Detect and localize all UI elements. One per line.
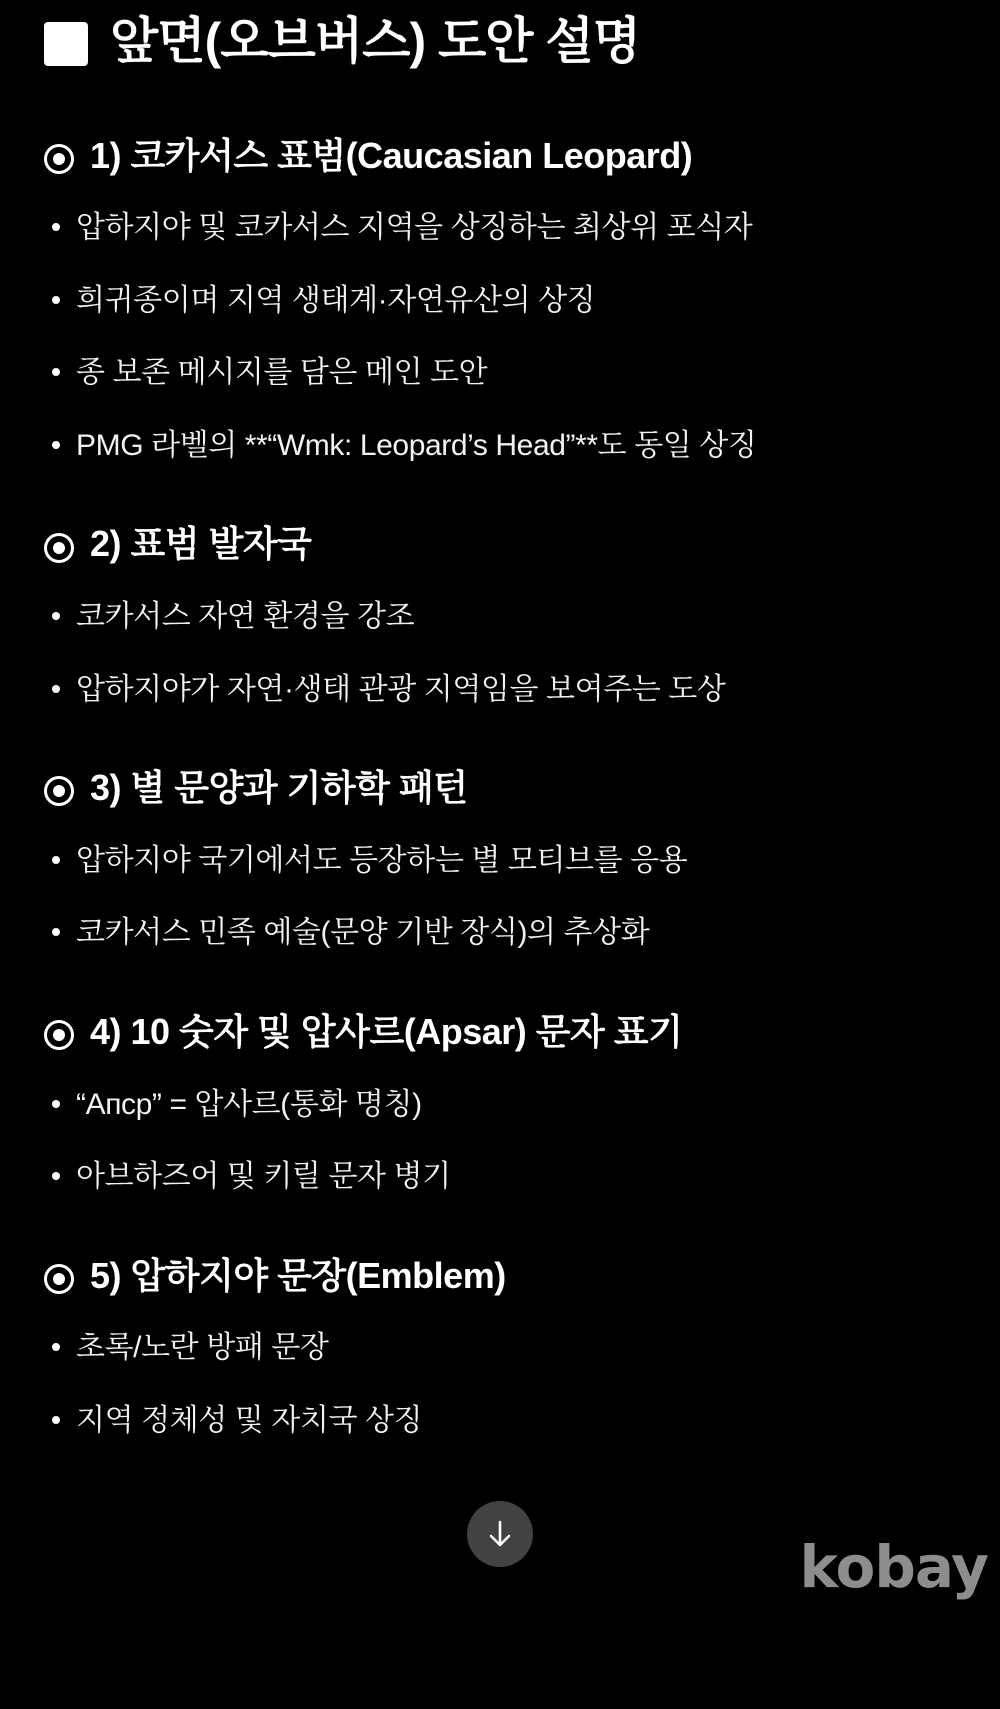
list-item-text: 압하지야가 자연·생태 관광 지역임을 보여주는 도상 bbox=[76, 672, 726, 706]
list-item-text: 아브하즈어 및 키릴 문자 병기 bbox=[76, 1160, 451, 1194]
section-5 bbox=[0, 1253, 1000, 1445]
list-item-text: PMG 라벨의 **“Wmk: Leopard’s Head”**도 동일 상징 bbox=[76, 428, 757, 462]
list-item-text: 초록/노란 방패 문장 bbox=[76, 1331, 329, 1365]
bullet-dot-icon bbox=[52, 223, 60, 231]
list-item bbox=[52, 1082, 960, 1129]
list-item-text: 희귀종이며 지역 생태계·자연유산의 상징 bbox=[76, 283, 596, 317]
list-item bbox=[52, 423, 960, 470]
double-circle-icon bbox=[44, 533, 74, 563]
double-circle-icon bbox=[44, 1020, 74, 1050]
list-item-text: 코카서스 자연 환경을 강조 bbox=[76, 600, 415, 634]
section-heading bbox=[44, 1253, 960, 1300]
bullet-dot-icon bbox=[52, 1172, 60, 1180]
list-item-text: 압하지야 국기에서도 등장하는 별 모티브를 응용 bbox=[76, 843, 688, 877]
scroll-down-button[interactable] bbox=[467, 1501, 533, 1567]
list-item-text: 종 보존 메시지를 담은 메인 도안 bbox=[76, 356, 488, 390]
watermark: kobay bbox=[799, 1533, 988, 1601]
section-heading bbox=[44, 133, 960, 180]
section-1 bbox=[0, 133, 1000, 470]
section-heading bbox=[44, 1009, 960, 1056]
section-heading bbox=[44, 765, 960, 812]
list-item-text: “Апср” = 압사르(통화 명칭) bbox=[76, 1087, 422, 1121]
bullet-dot-icon bbox=[52, 296, 60, 304]
bullet-dot-icon bbox=[52, 856, 60, 864]
section-4 bbox=[0, 1009, 1000, 1201]
arrow-down-icon bbox=[485, 1517, 515, 1551]
list-item bbox=[52, 278, 960, 325]
bullet-dot-icon bbox=[52, 441, 60, 449]
list-item bbox=[52, 205, 960, 252]
section-heading-text: 4) 10 숫자 및 압사르(Apsar) 문자 표기 bbox=[90, 1010, 683, 1052]
list-item bbox=[52, 1154, 960, 1201]
section-2 bbox=[0, 521, 1000, 713]
bullet-dot-icon bbox=[52, 928, 60, 936]
list-item bbox=[52, 1325, 960, 1372]
section-heading-text: 5) 압하지야 문장(Emblem) bbox=[90, 1254, 506, 1296]
bullet-dot-icon bbox=[52, 612, 60, 620]
page-title bbox=[0, 0, 1000, 73]
bullet-dot-icon bbox=[52, 685, 60, 693]
list-item bbox=[52, 667, 960, 714]
section-heading-text: 3) 별 문양과 기하학 패턴 bbox=[90, 767, 468, 809]
section-heading-text: 1) 코카서스 표범(Caucasian Leopard) bbox=[90, 134, 693, 176]
double-circle-icon bbox=[44, 144, 74, 174]
double-circle-icon bbox=[44, 1264, 74, 1294]
section-heading-text: 2) 표범 발자국 bbox=[90, 523, 312, 565]
section-heading bbox=[44, 521, 960, 568]
bullet-dot-icon bbox=[52, 368, 60, 376]
square-bullet-icon bbox=[44, 22, 88, 66]
list-item bbox=[52, 910, 960, 957]
list-item-text: 지역 정체성 및 자치국 상징 bbox=[76, 1403, 423, 1437]
bullet-dot-icon bbox=[52, 1100, 60, 1108]
bullet-dot-icon bbox=[52, 1343, 60, 1351]
list-item-text: 코카서스 민족 예술(문양 기반 장식)의 추상화 bbox=[76, 916, 650, 950]
list-item bbox=[52, 594, 960, 641]
list-item bbox=[52, 838, 960, 885]
section-3 bbox=[0, 765, 1000, 957]
page-title-text: 앞면(오브버스) 도안 설명 bbox=[110, 13, 641, 69]
bullet-dot-icon bbox=[52, 1416, 60, 1424]
double-circle-icon bbox=[44, 776, 74, 806]
list-item-text: 압하지야 및 코카서스 지역을 상징하는 최상위 포식자 bbox=[76, 211, 753, 245]
list-item bbox=[52, 350, 960, 397]
list-item bbox=[52, 1398, 960, 1445]
